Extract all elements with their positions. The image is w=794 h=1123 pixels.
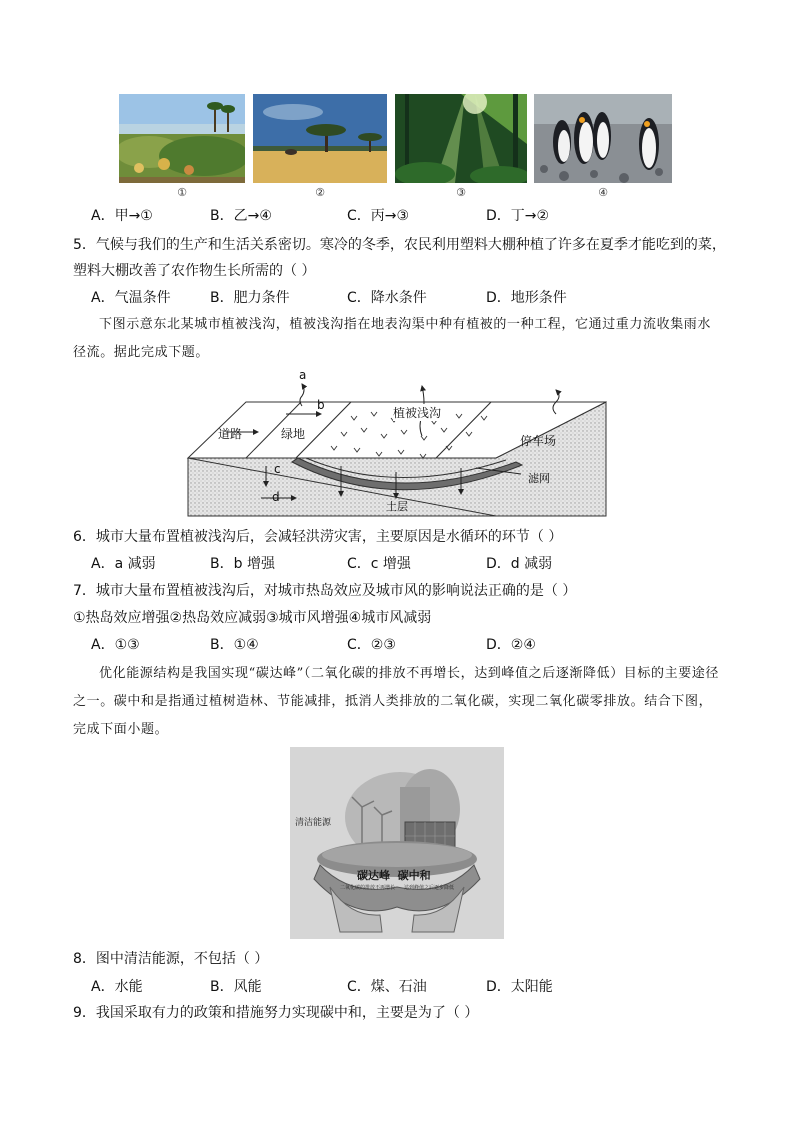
swale-diagram xyxy=(186,366,610,520)
poster-sub2: 达到峰值之后逐步降低 xyxy=(404,885,455,891)
diagram-label-greenland: 绿地 xyxy=(281,427,306,441)
q5-stem-line1: 5．气候与我们的生产和生活关系密切。寒冷的冬季，农民利用塑料大棚种植了许多在夏季才能吃到的菜， xyxy=(73,237,726,253)
q7-stem: 7．城市大量布置植被浅沟后，对城市热岛效应及城市风的影响说法正确的是（ ） xyxy=(73,583,577,599)
q5-stem-line2: 塑料大棚改善了农作物生长所需的（ ） xyxy=(73,263,316,279)
q5-option-b[interactable]: B．肥力条件 xyxy=(210,290,290,306)
diagram-label-road: 道路 xyxy=(218,427,243,441)
q8-option-b[interactable]: B．风能 xyxy=(210,979,262,995)
q6-stem: 6．城市大量布置植被浅沟后，会减轻洪涝灾害，主要原因是水循环的环节（ ） xyxy=(73,529,563,545)
q7-option-b[interactable]: B．①④ xyxy=(210,637,259,653)
diagram-label-a: a xyxy=(299,368,307,382)
q4-option-b[interactable]: B．乙→④ xyxy=(210,208,272,224)
diagram-label-swale: 植被浅沟 xyxy=(393,406,442,420)
q8-option-a[interactable]: A．水能 xyxy=(91,979,143,995)
q6-option-a[interactable]: A．a 减弱 xyxy=(91,556,156,572)
q4-option-d[interactable]: D．丁→② xyxy=(486,208,550,224)
diagram-label-b: b xyxy=(317,398,325,412)
carbon-neutral-poster xyxy=(290,747,504,939)
photo-caption-1: ① xyxy=(177,186,187,199)
diagram-label-soil: 土层 xyxy=(386,500,408,513)
q8-option-c[interactable]: C．煤、石油 xyxy=(347,979,427,995)
q5-option-c[interactable]: C．降水条件 xyxy=(347,290,427,306)
poster-clean-energy-label: 清洁能源 xyxy=(295,818,332,828)
q6-option-d[interactable]: D．d 减弱 xyxy=(486,556,553,572)
poster-sub1: 二氧化碳的排放不再增长 xyxy=(340,885,396,891)
q5-option-d[interactable]: D．地形条件 xyxy=(486,290,567,306)
photo-caption-3: ③ xyxy=(456,186,466,199)
photo-caption-4: ④ xyxy=(598,186,608,199)
photo-coastal-shrubland xyxy=(119,94,245,183)
passage-vegetated-swale: 下图示意东北某城市植被浅沟，植被浅沟指在地表沟渠中种有植被的一种工程，它通过重力流收集雨水径流。据此完成下题。 xyxy=(73,317,712,360)
photo-rainforest-sunbeams xyxy=(395,94,527,183)
q5-option-a[interactable]: A．气温条件 xyxy=(91,290,171,306)
q7-option-c[interactable]: C．②③ xyxy=(347,637,396,653)
q7-option-a[interactable]: A．①③ xyxy=(91,637,140,653)
q6-option-b[interactable]: B．b 增强 xyxy=(210,556,275,572)
diagram-label-d: d xyxy=(272,490,280,504)
q7-option-d[interactable]: D．②④ xyxy=(486,637,536,653)
passage-carbon-peak: 优化能源结构是我国实现“碳达峰”（二氧化碳的排放不再增长，达到峰值之后逐渐降低）目标的主要途径之一。碳中和是指通过植树造林、节能减排，抵消人类排放的二氧化碳，实现二氧化碳零排放。结合下图，完成下面小题。 xyxy=(73,666,719,737)
photo-caption-2: ② xyxy=(315,186,325,199)
photo-savanna-acacia xyxy=(253,94,387,183)
diagram-label-c: c xyxy=(274,462,281,476)
q8-option-d[interactable]: D．太阳能 xyxy=(486,979,553,995)
diagram-label-filter: 滤网 xyxy=(528,472,550,485)
q6-option-c[interactable]: C．c 增强 xyxy=(347,556,411,572)
q4-option-a[interactable]: A．甲→① xyxy=(91,208,153,224)
q7-statements: ①热岛效应增强②热岛效应减弱③城市风增强④城市风减弱 xyxy=(73,610,432,626)
photo-king-penguins xyxy=(534,94,672,183)
poster-banner: 碳达峰 碳中和 xyxy=(357,869,431,882)
q4-option-c[interactable]: C．丙→③ xyxy=(347,208,410,224)
q9-stem: 9．我国采取有力的政策和措施努力实现碳中和，主要是为了（ ） xyxy=(73,1005,479,1021)
diagram-label-parking: 停车场 xyxy=(520,434,557,448)
q8-stem: 8．图中清洁能源，不包括（ ） xyxy=(73,951,269,967)
